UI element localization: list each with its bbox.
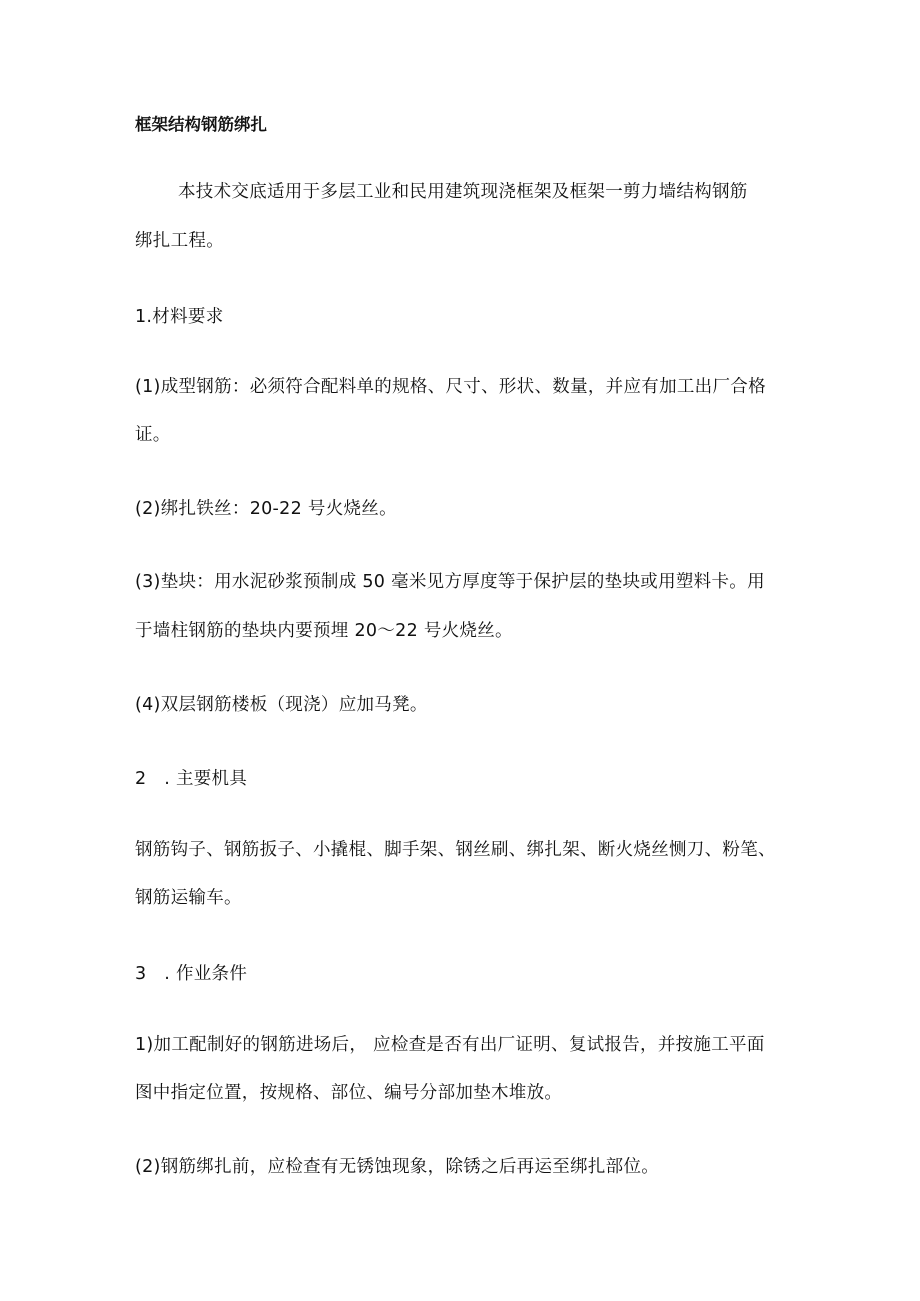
section-1-heading: 1.材料要求 xyxy=(135,307,224,327)
section-1-item-3-line-1: (3)垫块：用水泥砂浆预制成 50 毫米见方厚度等于保护层的垫块或用塑料卡。用 xyxy=(135,572,765,592)
section-3-item-1-line-1: 1)加工配制好的钢筋进场后， 应检查是否有出厂证明、复试报告，并按施工平面 xyxy=(135,1035,765,1055)
section-1-item-1-line-2: 证。 xyxy=(135,425,171,445)
section-2-text-line-1: 钢筋钩子、钢筋扳子、小撬棍、脚手架、钢丝刷、绑扎架、断火烧丝恻刀、粉笔、 xyxy=(135,840,776,860)
section-2-heading: 2 . 主要机具 xyxy=(135,769,248,789)
section-1-item-1-line-1: (1)成型钢筋：必须符合配料单的规格、尺寸、形状、数量，并应有加工出厂合格 xyxy=(135,377,766,397)
intro-paragraph-line-2: 绑扎工程。 xyxy=(135,231,224,251)
section-1-item-2: (2)绑扎铁丝：20-22 号火烧丝。 xyxy=(135,499,397,519)
section-3-item-1-line-2: 图中指定位置，按规格、部位、编号分部加垫木堆放。 xyxy=(135,1083,563,1103)
document-title: 框架结构钢筋绑扎 xyxy=(135,115,267,134)
section-1-item-3-line-2: 于墙柱钢筋的垫块内要预埋 20～22 号火烧丝。 xyxy=(135,621,513,641)
intro-paragraph-line-1: 本技术交底适用于多层工业和民用建筑现浇框架及框架一剪力墙结构钢筋 xyxy=(178,182,748,202)
section-3-heading: 3 . 作业条件 xyxy=(135,964,248,984)
section-3-item-2: (2)钢筋绑扎前，应检查有无锈蚀现象，除锈之后再运至绑扎部位。 xyxy=(135,1157,660,1177)
section-1-item-4: (4)双层钢筋楼板（现浇）应加马凳。 xyxy=(135,695,428,715)
section-2-text-line-2: 钢筋运输车。 xyxy=(135,888,242,908)
